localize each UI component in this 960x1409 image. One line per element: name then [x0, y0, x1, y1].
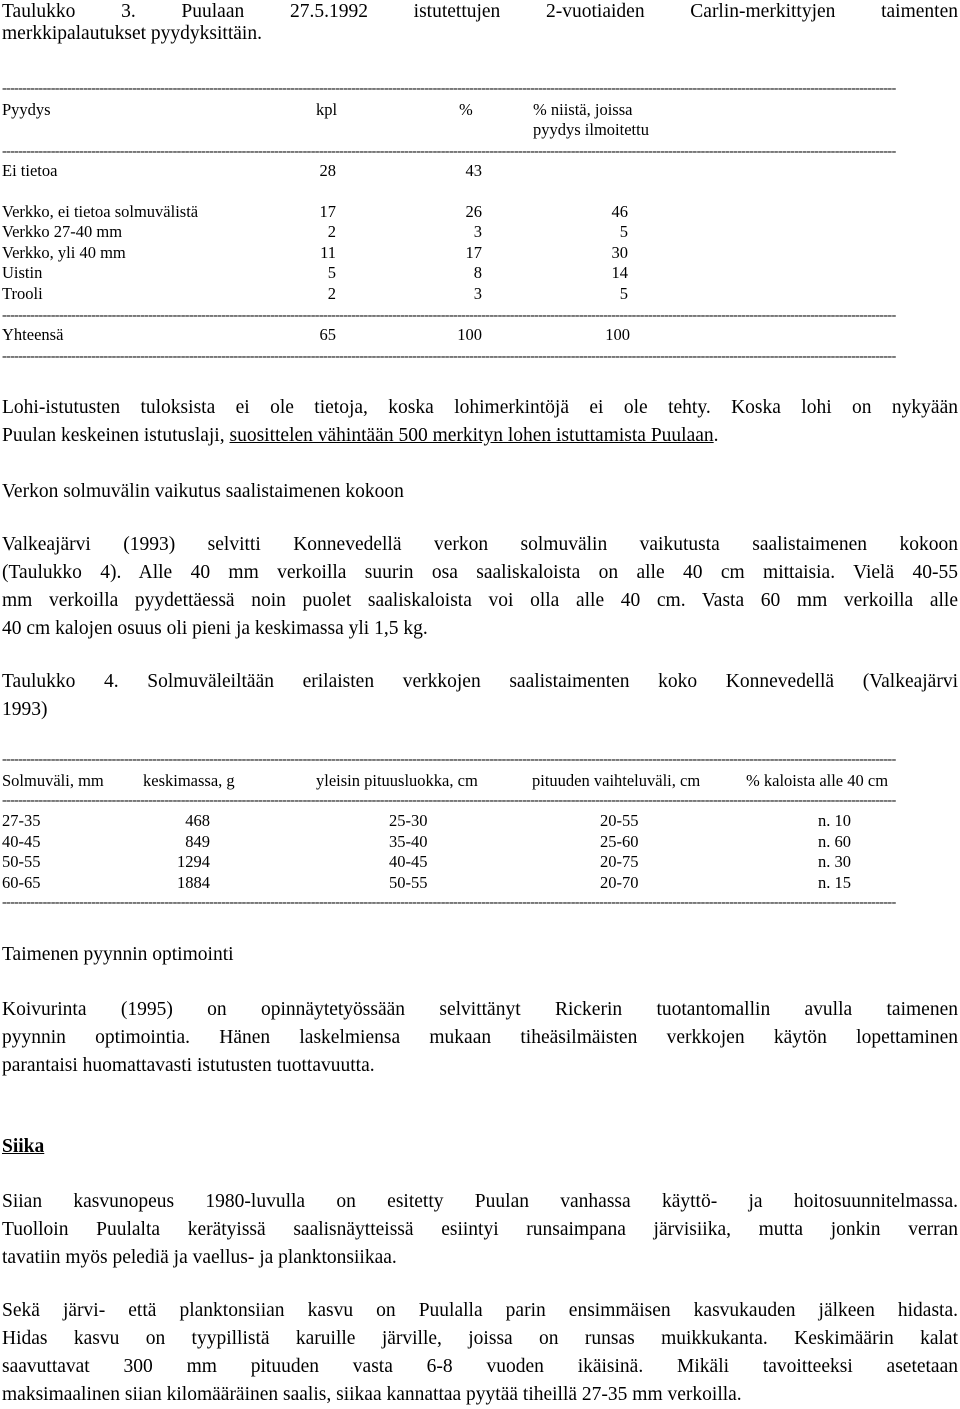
table3-header-pyydys: Pyydys — [2, 100, 51, 119]
heading-optimointi: Taimenen pyynnin optimointi — [2, 944, 234, 965]
table3-cell-kpl: 28 — [319, 161, 336, 180]
table4-header-alle40: % kaloista alle 40 cm — [746, 771, 889, 790]
table3-cell-pct: 43 — [465, 161, 482, 180]
table3-rule-header: ---------------------------------------------------------------------------------------------------------------------------------------------------------------------------------------------------------------------------- — [2, 144, 896, 159]
table3-cell-pct: 8 — [473, 263, 482, 282]
table3-cell-name: Uistin — [2, 263, 43, 282]
table4-cell-alle40: n. 30 — [818, 852, 851, 871]
table3-header-pct: % — [459, 100, 473, 119]
table3-cell-name: Trooli — [2, 284, 43, 303]
table4-cell-vaihteluvali: 25-60 — [600, 832, 639, 851]
para-valkeajarvi-line1: Valkeajärvi (1993) selvitti Konnevedellä verkon solmuvälin vaikutusta saalistaimenen kokoon — [2, 534, 958, 555]
table3-cell-reported: 14 — [611, 263, 628, 282]
para-koivurinta-line2: pyynnin optimointia. Hänen laskelmiensa mukaan tiheäsilmäisten verkkojen käytön lopettaminen — [2, 1027, 958, 1048]
para-siika1-line3: tavatiin myös pelediä ja vaellus- ja planktonsiikaa. — [2, 1247, 397, 1268]
table4-cell-keskimassa: 1884 — [177, 873, 210, 892]
table3-cell-reported: 30 — [611, 243, 628, 262]
table3-header-reported-2: pyydys ilmoitettu — [533, 120, 649, 139]
table4-rule-bottom: ---------------------------------------------------------------------------------------------------------------------------------------------------------------------------------------------------------------------------- — [2, 895, 896, 910]
table4-cell-vaihteluvali: 20-55 — [600, 811, 639, 830]
table3-cell-kpl: 2 — [327, 284, 336, 303]
table4-header-pituusluokka: yleisin pituusluokka, cm — [316, 771, 478, 790]
table4-header-vaihteluvali: pituuden vaihteluväli, cm — [532, 771, 701, 790]
table3-header-kpl: kpl — [316, 100, 338, 119]
table4-cell-alle40: n. 60 — [818, 832, 851, 851]
table4-cell-solmuvali: 60-65 — [2, 873, 41, 892]
table4-cell-pituusluokka: 40-45 — [389, 852, 428, 871]
table3-cell-pct: 3 — [473, 284, 482, 303]
table3-total-pct: 100 — [457, 325, 482, 344]
para-valkeajarvi-line2: (Taulukko 4). Alle 40 mm verkoilla suurin osa saaliskaloista on alle 40 cm mittaisia. Vielä 40-55 — [2, 562, 958, 583]
table3-rule-top: ---------------------------------------------------------------------------------------------------------------------------------------------------------------------------------------------------------------------------- — [2, 81, 896, 96]
para-siika2-line1: Sekä järvi- että planktonsiian kasvu on Puulalla parin ensimmäisen kasvukauden jälkeen hidasta. — [2, 1300, 958, 1321]
table3-cell-pct: 26 — [465, 202, 482, 221]
table3-caption-line2: merkkipalautukset pyydyksittäin. — [2, 23, 262, 44]
table4-cell-solmuvali: 40-45 — [2, 832, 41, 851]
table4-cell-solmuvali: 50-55 — [2, 852, 41, 871]
table4-cell-pituusluokka: 50-55 — [389, 873, 428, 892]
table3-cell-name: Verkko, ei tietoa solmuvälistä — [2, 202, 199, 221]
para-lohi-recommendation: suosittelen vähintään 500 merkityn lohen istuttamista Puulaan — [229, 425, 714, 446]
table4-caption-line1: Taulukko 4. Solmuväleiltään erilaisten verkkojen saalistaimenten koko Konnevedellä (Valkeajärvi — [2, 671, 958, 692]
table3-total-name: Yhteensä — [2, 325, 64, 344]
table3-cell-kpl: 2 — [327, 222, 336, 241]
para-siika2-line4: maksimaalinen siian kilomääräinen saalis, siikaa kannattaa pyytää tiheillä 27-35 mm verkoilla. — [2, 1384, 742, 1405]
para-siika2-line2: Hidas kasvu on tyypillistä karuille järville, joissa on runsas muikkukanta. Keskimäärin kalat — [2, 1328, 958, 1349]
para-lohi-line2 — [2, 422, 719, 450]
table3-cell-reported: 5 — [619, 284, 628, 303]
table3-header-reported-1: % niistä, joissa — [533, 100, 633, 119]
table3-cell-reported: 46 — [611, 202, 628, 221]
table4-cell-pituusluokka: 35-40 — [389, 832, 428, 851]
para-valkeajarvi-line3: mm verkoilla pyydettäessä noin puolet saaliskaloista voi olla alle 40 cm. Vasta 60 mm verkoilla alle — [2, 590, 958, 611]
para-siika1-line2: Tuolloin Puulalta kerätyissä saalisnäytteissä esiintyi runsaimpana järvisiika, mutta jonkin verran — [2, 1219, 958, 1240]
table4-cell-vaihteluvali: 20-75 — [600, 852, 639, 871]
table3-cell-reported: 5 — [619, 222, 628, 241]
table3-cell-kpl: 5 — [327, 263, 336, 282]
para-koivurinta-line1: Koivurinta (1995) on opinnäytetyössään selvittänyt Rickerin tuotantomallin avulla taimenen — [2, 999, 958, 1020]
table3-rule-bottom: ---------------------------------------------------------------------------------------------------------------------------------------------------------------------------------------------------------------------------- — [2, 349, 896, 364]
table4-cell-keskimassa: 849 — [185, 832, 210, 851]
table4-caption-line2: 1993) — [2, 699, 48, 720]
para-lohi-line2-end: . — [713, 425, 719, 446]
table3-rule-total: ---------------------------------------------------------------------------------------------------------------------------------------------------------------------------------------------------------------------------- — [2, 308, 896, 323]
heading-solmuvali: Verkon solmuvälin vaikutus saalistaimenen kokoon — [2, 481, 404, 502]
table4-header-keskimassa: keskimassa, g — [143, 771, 235, 790]
table4-cell-keskimassa: 468 — [185, 811, 210, 830]
table4-cell-alle40: n. 15 — [818, 873, 851, 892]
table3-cell-kpl: 11 — [320, 243, 336, 262]
table3-cell-pct: 17 — [465, 243, 482, 262]
table3-cell-kpl: 17 — [319, 202, 336, 221]
para-lohi-line2-plain: Puulan keskeinen istutuslaji, — [2, 425, 230, 446]
table4-cell-pituusluokka: 25-30 — [389, 811, 428, 830]
para-siika1-line1: Siian kasvunopeus 1980-luvulla on esitetty Puulan vanhassa käyttö- ja hoitosuunnitelmassa. — [2, 1191, 958, 1212]
table4-header-solmuvali: Solmuväli, mm — [2, 771, 104, 790]
table4-rule-header: ---------------------------------------------------------------------------------------------------------------------------------------------------------------------------------------------------------------------------- — [2, 793, 896, 808]
heading-siika: Siika — [2, 1136, 45, 1157]
table3-cell-name: Verkko, yli 40 mm — [2, 243, 126, 262]
table4-cell-solmuvali: 27-35 — [2, 811, 41, 830]
table4-cell-keskimassa: 1294 — [177, 852, 210, 871]
table3-cell-pct: 3 — [473, 222, 482, 241]
table4-rule-top: ---------------------------------------------------------------------------------------------------------------------------------------------------------------------------------------------------------------------------- — [2, 752, 896, 767]
table4-cell-alle40: n. 10 — [818, 811, 851, 830]
table3-cell-name: Verkko 27-40 mm — [2, 222, 123, 241]
para-siika2-line3: saavuttavat 300 mm pituuden vasta 6-8 vuoden ikäisinä. Mikäli tavoitteeksi asetetaan — [2, 1356, 958, 1377]
table3-cell-name: Ei tietoa — [2, 161, 58, 180]
table3-total-kpl: 65 — [319, 325, 336, 344]
para-lohi-line1: Lohi-istutusten tuloksista ei ole tietoja, koska lohimerkintöjä ei ole tehty. Koska lohi on nykyään — [2, 397, 958, 418]
table4-cell-vaihteluvali: 20-70 — [600, 873, 639, 892]
table3-total-reported: 100 — [605, 325, 630, 344]
para-valkeajarvi-line4: 40 cm kalojen osuus oli pieni ja keskimassa yli 1,5 kg. — [2, 618, 428, 639]
table3-caption-line1: Taulukko 3. Puulaan 27.5.1992 istutettujen 2-vuotiaiden Carlin-merkittyjen taimenten — [2, 1, 958, 22]
para-koivurinta-line3: parantaisi huomattavasti istutusten tuottavuutta. — [2, 1055, 375, 1076]
